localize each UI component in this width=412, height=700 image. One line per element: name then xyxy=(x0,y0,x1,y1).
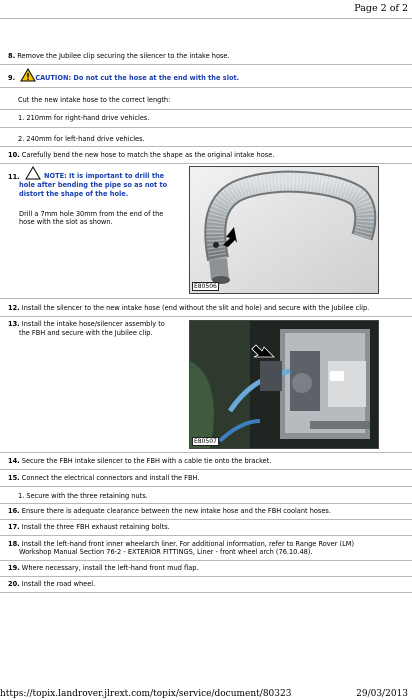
step-number: 15. xyxy=(8,474,20,482)
cut-option-2: 2. 240mm for left-hand drive vehicles. xyxy=(18,135,145,143)
step-18-line-2: Workshop Manual Section 76-2 - EXTERIOR FITTINGS, Liner - front wheel arch (76.10.48). xyxy=(19,548,313,556)
divider xyxy=(0,87,412,88)
step-text: Connect the electrical connectors and install the FBH. xyxy=(21,474,200,482)
step-15 xyxy=(8,474,199,483)
step-number: 10. xyxy=(8,151,20,159)
divider xyxy=(0,127,412,128)
divider xyxy=(0,163,412,164)
step-9 xyxy=(8,74,239,83)
step-16 xyxy=(8,507,331,516)
caution-text: CAUTION: Do not cut the hose at the end with the slot. xyxy=(35,74,240,82)
cut-option-1: 1. 210mm for right-hand drive vehicles. xyxy=(18,114,150,122)
step-11 xyxy=(8,173,20,182)
step-text: Secure the FBH intake silencer to the FBH with a cable tie onto the bracket. xyxy=(21,457,272,465)
step-text: Where necessary, install the left-hand front mud flap. xyxy=(21,564,199,572)
step-text: Install the three FBH exhaust retaining bolts. xyxy=(21,523,170,531)
cut-intro: Cut the new intake hose to the correct length: xyxy=(18,96,171,104)
step-14 xyxy=(8,457,271,466)
step-number: 12. xyxy=(8,304,20,312)
step-number: 20. xyxy=(8,580,20,588)
step-13-line-2: the FBH and secure with the Jubilee clip. xyxy=(19,329,153,337)
step-13 xyxy=(8,320,165,329)
note-line-1: NOTE: It is important to drill the xyxy=(44,172,165,180)
divider xyxy=(0,576,412,577)
divider xyxy=(0,503,412,504)
header-rule xyxy=(0,18,412,19)
note-line-3: distort the shape of the hole. xyxy=(19,190,129,198)
note-line-2: hole after bending the pipe so as not to xyxy=(19,181,168,189)
divider xyxy=(0,316,412,317)
step-number: 16. xyxy=(8,507,20,515)
step-number: 17. xyxy=(8,523,20,531)
step-10 xyxy=(8,151,274,160)
step-15-sub-1: 1. Secure with the three retaining nuts. xyxy=(18,492,148,500)
step-19 xyxy=(8,564,199,573)
step-text: Carefully bend the new hose to match the shape as the original intake hose. xyxy=(21,151,275,159)
image-code: E80507 xyxy=(194,438,217,445)
step-text: Install the silencer to the new intake hose (end without the slit and hole) and secure with the Jubilee clip. xyxy=(21,304,370,312)
page-number: Page 2 of 2 xyxy=(354,3,408,14)
footer-url: https://topix.landrover.jlrext.com/topix/service/document/80323 xyxy=(0,689,292,699)
step-text: Install the road wheel. xyxy=(21,580,96,588)
step-number: 9. xyxy=(8,74,16,82)
step-text: Remove the Jubilee clip securing the silencer to the intake hose. xyxy=(17,52,230,60)
step-text: Ensure there is adequate clearance between the new intake hose and the FBH coolant hoses. xyxy=(21,507,331,515)
divider xyxy=(0,519,412,520)
step-number: 14. xyxy=(8,457,20,465)
step-12 xyxy=(8,304,369,313)
step-number: 13. xyxy=(8,320,20,328)
step-8 xyxy=(8,52,230,61)
divider xyxy=(0,146,412,147)
drill-line-2: hose with the slot as shown. xyxy=(19,218,113,226)
warning-triangle-icon xyxy=(20,68,36,82)
image-code: E80506 xyxy=(194,283,217,290)
step-number: 8. xyxy=(8,52,16,60)
divider xyxy=(0,469,412,470)
bent-hose-illustration xyxy=(190,167,378,293)
drill-line-1: Drill a 7mm hole 30mm from the end of the xyxy=(19,210,164,218)
fbh-installation-illustration xyxy=(190,321,378,448)
divider xyxy=(0,592,412,593)
step-20 xyxy=(8,580,95,589)
step-number: 11. xyxy=(8,173,20,181)
divider xyxy=(0,298,412,299)
divider xyxy=(0,560,412,561)
divider xyxy=(0,535,412,536)
divider xyxy=(0,486,412,487)
step-number: 19. xyxy=(8,564,20,572)
divider xyxy=(0,64,412,65)
footer-date: 29/03/2013 xyxy=(356,689,408,699)
divider xyxy=(0,109,412,110)
divider xyxy=(0,452,412,453)
note-triangle-icon xyxy=(25,166,41,180)
step-number: 18. xyxy=(8,540,20,548)
step-text: Install the intake hose/silencer assembly to xyxy=(21,320,165,328)
engine-bay-photo xyxy=(189,320,379,449)
hose-photo xyxy=(189,166,379,294)
step-text: Install the left-hand front inner wheelarch liner. For additional information, refer to Range Rover (LM) xyxy=(21,540,355,548)
step-17 xyxy=(8,523,170,532)
